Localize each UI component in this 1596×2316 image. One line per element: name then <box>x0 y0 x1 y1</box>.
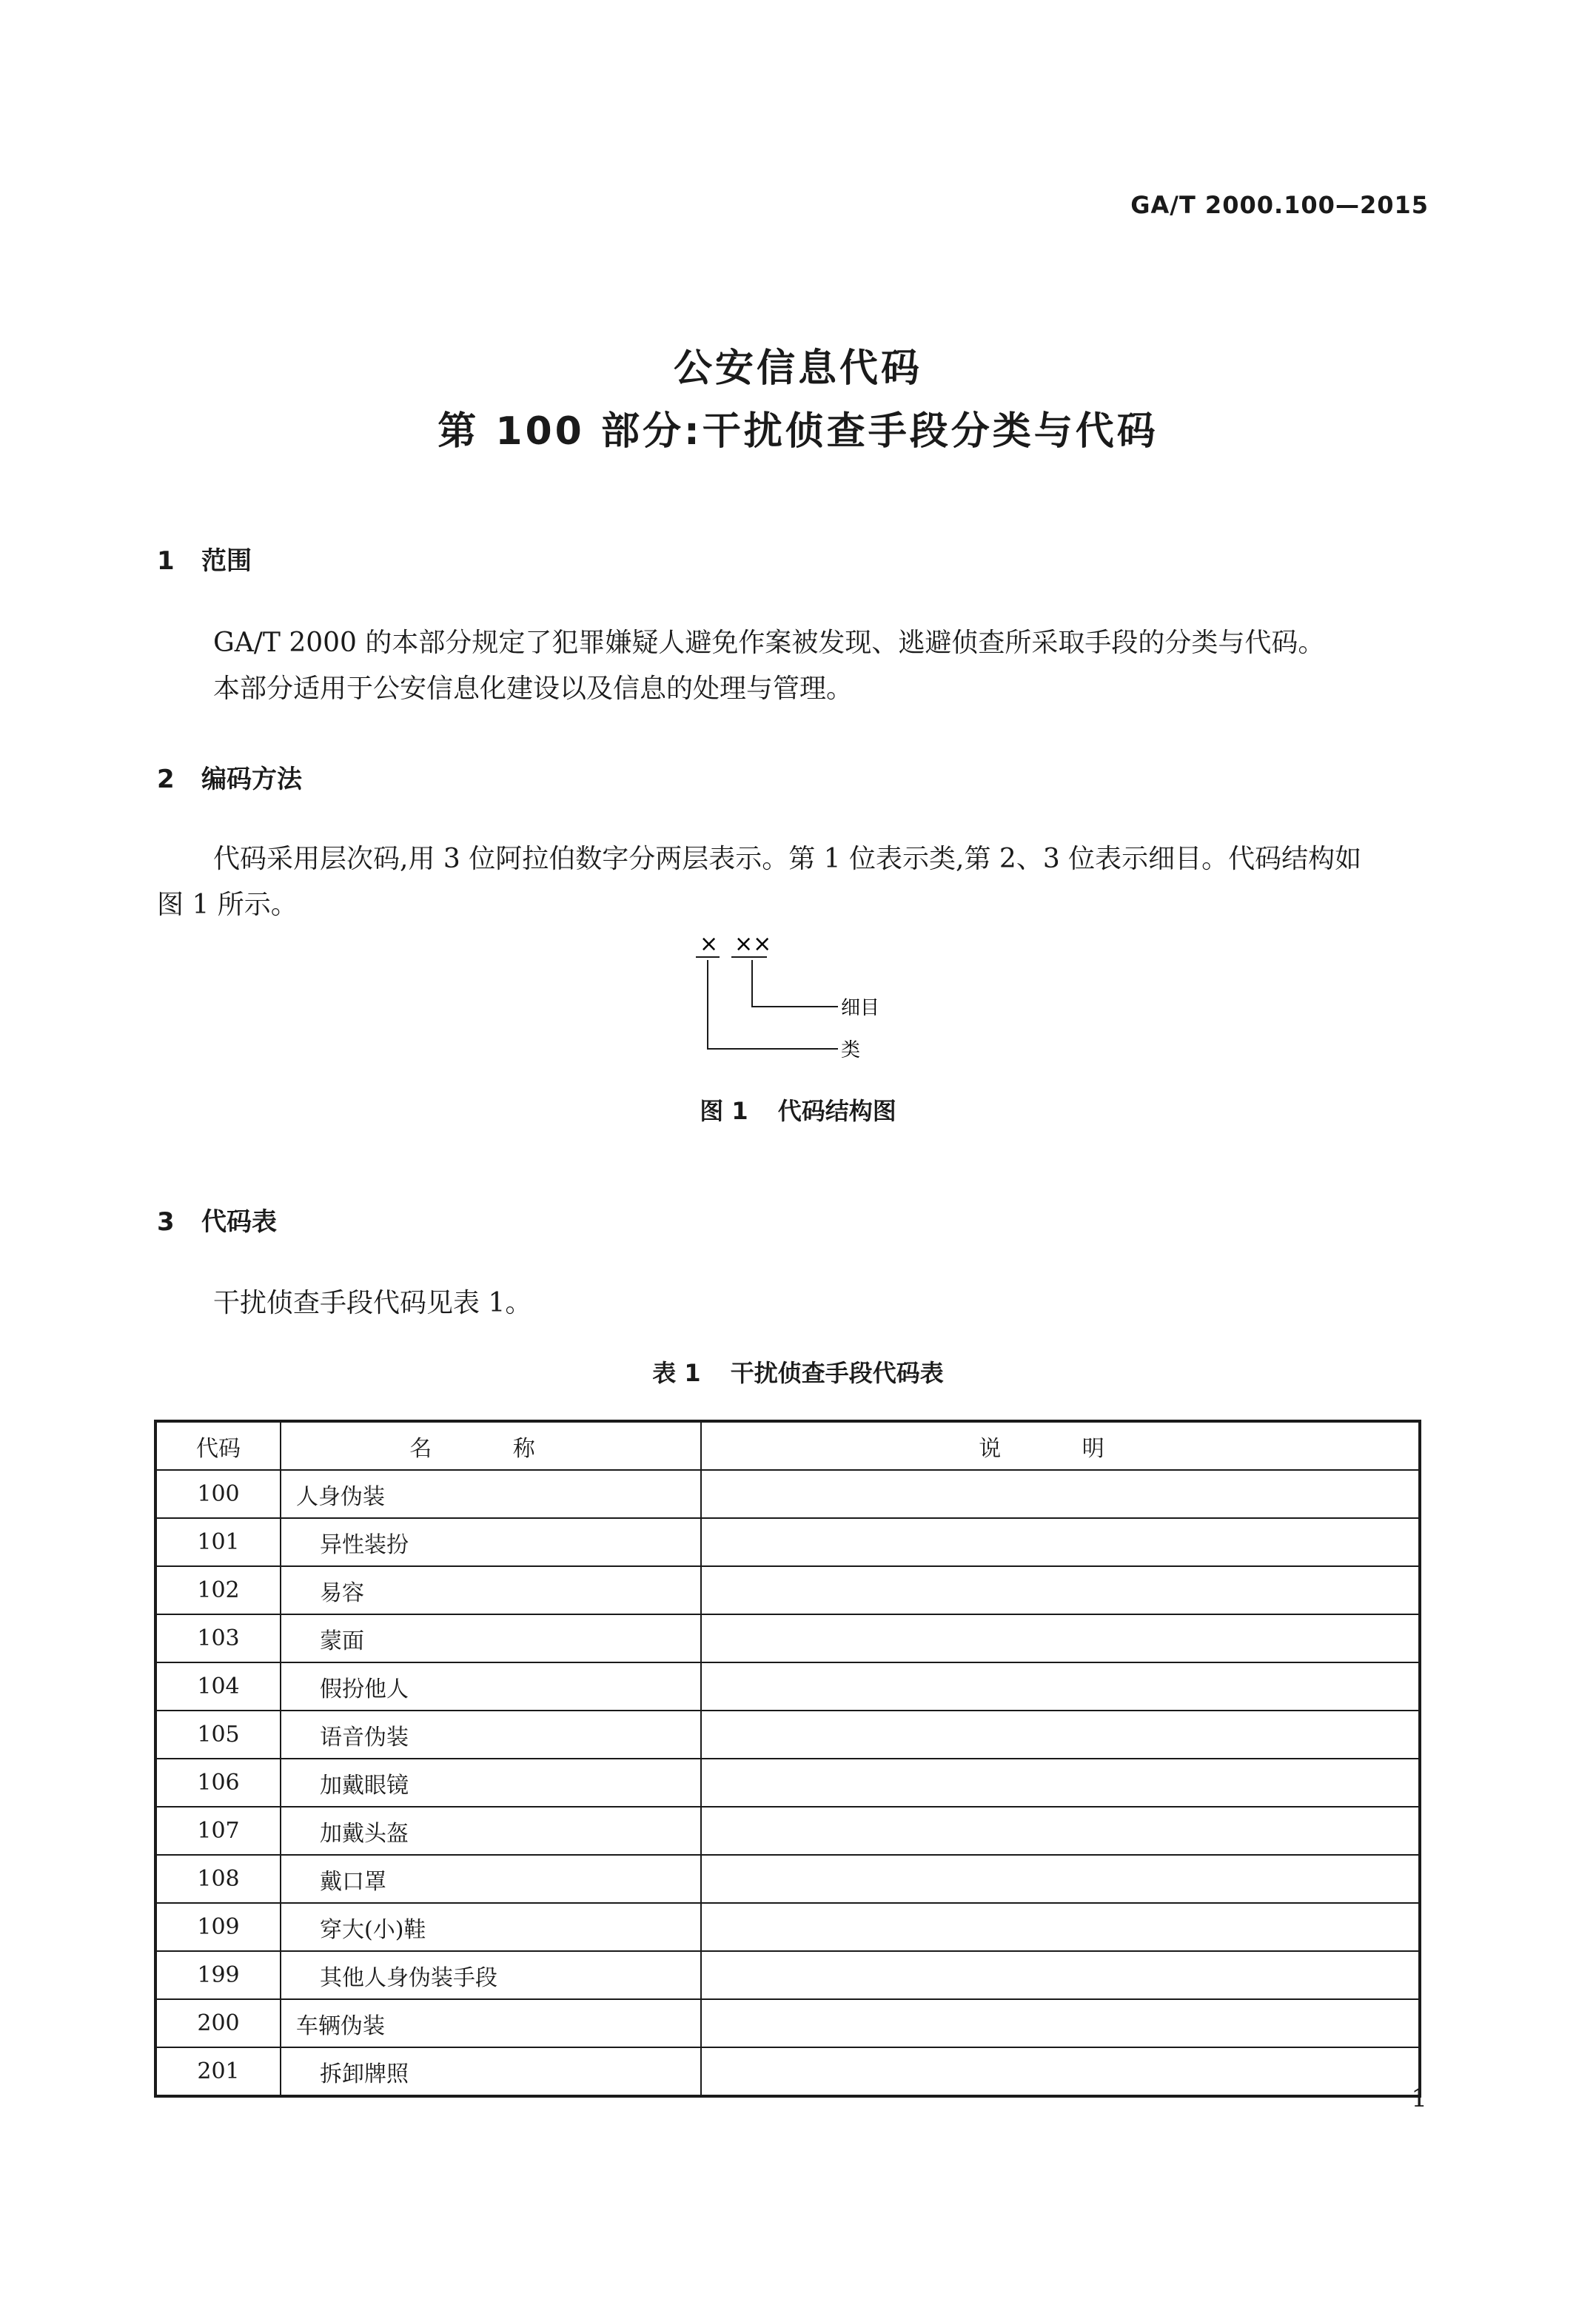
description-cell <box>701 2047 1420 2096</box>
table-row <box>155 2047 1420 2096</box>
page-number: 1 <box>1411 2084 1427 2113</box>
document-subtitle: 第 100 部分:干扰侦查手段分类与代码 <box>437 409 1159 454</box>
code-cell: 107 <box>155 1807 281 1855</box>
figure-caption-label: 图 1 <box>700 1097 748 1125</box>
section-title: 编码方法 <box>201 765 302 794</box>
header-name: 名 称 <box>281 1421 701 1470</box>
class-label: 类 <box>841 1039 861 1061</box>
description-cell <box>701 1855 1420 1903</box>
section-1-heading <box>157 540 252 577</box>
name-cell: 加戴眼镜 <box>281 1759 701 1807</box>
figure-caption <box>0 1092 1596 1127</box>
code-structure-diagram <box>688 929 911 1062</box>
description-cell <box>701 1711 1420 1759</box>
section-3-paragraph: 干扰侦查手段代码见表 1。 <box>213 1288 532 1318</box>
header-code: 代码 <box>155 1421 281 1470</box>
name-cell: 戴口罩 <box>281 1855 701 1903</box>
section-2-paragraph-line-1: 代码采用层次码,用 3 位阿拉伯数字分两层表示。第 1 位表示类,第 2、3 位表示细目。代码结构如 <box>213 844 1362 874</box>
table-row <box>155 1711 1420 1759</box>
code-cell: 100 <box>155 1470 281 1518</box>
table-row <box>155 1566 1420 1614</box>
name-cell: 易容 <box>281 1566 701 1614</box>
name-cell: 人身伪装 <box>281 1470 701 1518</box>
table-header-row <box>155 1421 1420 1470</box>
name-cell: 语音伪装 <box>281 1711 701 1759</box>
detail-symbol: ×× <box>734 931 772 957</box>
section-number: 2 <box>157 765 175 794</box>
section-title: 范围 <box>201 546 252 576</box>
table-row <box>155 1999 1420 2047</box>
table-row <box>155 1662 1420 1711</box>
description-cell <box>701 1903 1420 1951</box>
code-cell: 201 <box>155 2047 281 2096</box>
name-cell: 其他人身伪装手段 <box>281 1951 701 1999</box>
name-cell: 车辆伪装 <box>281 1999 701 2047</box>
section-number: 3 <box>157 1207 175 1237</box>
section-1-paragraph-2: 本部分适用于公安信息化建设以及信息的处理与管理。 <box>213 674 854 704</box>
name-cell: 穿大(小)鞋 <box>281 1903 701 1951</box>
code-cell: 102 <box>155 1566 281 1614</box>
class-symbol: × <box>700 931 719 957</box>
table-caption-label: 表 1 <box>652 1359 701 1387</box>
code-cell: 101 <box>155 1518 281 1566</box>
table-caption-text: 干扰侦查手段代码表 <box>730 1359 944 1387</box>
name-cell: 拆卸牌照 <box>281 2047 701 2096</box>
table-row <box>155 1614 1420 1662</box>
code-cell: 108 <box>155 1855 281 1903</box>
name-cell: 假扮他人 <box>281 1662 701 1711</box>
section-2-paragraph-line-2: 图 1 所示。 <box>157 890 298 920</box>
description-cell <box>701 1518 1420 1566</box>
section-title: 代码表 <box>201 1207 277 1237</box>
table-caption <box>0 1355 1596 1389</box>
section-1-paragraph-1: GA/T 2000 的本部分规定了犯罪嫌疑人避免作案被发现、逃避侦查所采取手段的分类与代码。 <box>213 628 1325 658</box>
table-row <box>155 1951 1420 1999</box>
code-cell: 199 <box>155 1951 281 1999</box>
table-row <box>155 1470 1420 1518</box>
code-cell: 105 <box>155 1711 281 1759</box>
table-row <box>155 1759 1420 1807</box>
description-cell <box>701 1951 1420 1999</box>
description-cell <box>701 1470 1420 1518</box>
section-2-heading <box>157 759 302 795</box>
code-table <box>154 1420 1421 2098</box>
table-row <box>155 1518 1420 1566</box>
code-structure-figure <box>688 929 911 1062</box>
description-cell <box>701 1999 1420 2047</box>
name-cell: 加戴头盔 <box>281 1807 701 1855</box>
description-cell <box>701 1807 1420 1855</box>
code-cell: 106 <box>155 1759 281 1807</box>
detail-leader-line <box>752 960 838 1007</box>
section-3-heading <box>157 1201 277 1238</box>
code-cell: 200 <box>155 1999 281 2047</box>
description-cell <box>701 1614 1420 1662</box>
description-cell <box>701 1566 1420 1614</box>
detail-label: 细目 <box>841 997 880 1019</box>
document-title: 公安信息代码 <box>673 346 922 391</box>
class-leader-line <box>708 960 838 1049</box>
code-cell: 109 <box>155 1903 281 1951</box>
code-cell: 104 <box>155 1662 281 1711</box>
table-row <box>155 1903 1420 1951</box>
figure-caption-text: 代码结构图 <box>777 1097 896 1125</box>
section-number: 1 <box>157 546 175 576</box>
standard-number: GA/T 2000.100—2015 <box>1130 191 1429 219</box>
name-cell: 异性装扮 <box>281 1518 701 1566</box>
name-cell: 蒙面 <box>281 1614 701 1662</box>
description-cell <box>701 1759 1420 1807</box>
code-cell: 103 <box>155 1614 281 1662</box>
table-row <box>155 1855 1420 1903</box>
header-description: 说 明 <box>701 1421 1420 1470</box>
table-row <box>155 1807 1420 1855</box>
description-cell <box>701 1662 1420 1711</box>
